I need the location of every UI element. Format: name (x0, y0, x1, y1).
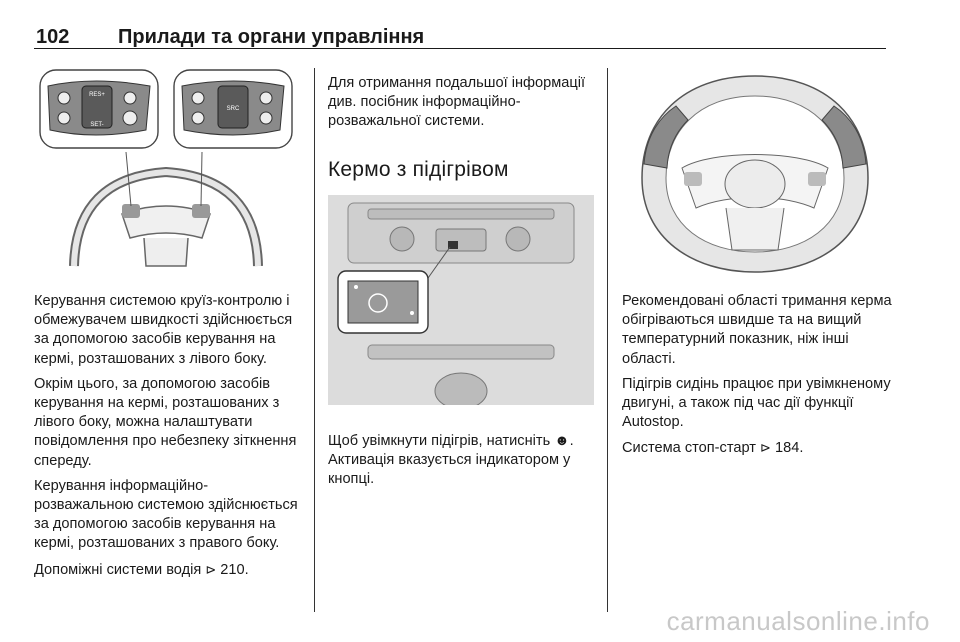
section-heading-heated-wheel: Кермо з підігрівом (328, 158, 509, 181)
paragraph-infotainment-controls: Керування інформаційно-розважальною системою здійснюється за допомогою засобів керування на кермі, розташованих з правого боку. (34, 477, 298, 552)
src-label: SRC (226, 106, 240, 112)
page-title: Прилади та органи управління (118, 26, 425, 48)
paragraph-infotainment-manual: Для отримання подальшої інформації див. посібник інформаційно-розважальної системи. (328, 75, 586, 130)
heat-button-callout (338, 271, 428, 333)
steering-controls-svg (34, 68, 298, 276)
column-1-text (34, 292, 302, 586)
console-svg (328, 195, 594, 405)
paragraph-activate-heating: Щоб увімкнути підігрів, натисніть (328, 433, 555, 449)
column-divider-2 (607, 68, 608, 612)
heated-wheel-svg (622, 68, 888, 276)
steering-wheel-controls-illustration (34, 68, 298, 276)
set-label: SET- (90, 122, 104, 128)
paragraph-collision-alert: Окрім цього, за допомогою засобів керування на кермі, розташованих з лівого боку, можна налаштувати повідомлення про небезпеку зіткнення спереду. (34, 375, 297, 469)
column-3-text (622, 292, 892, 465)
steering-wheel-shape (74, 172, 258, 266)
paragraph-indicator: Активація вказується індикатором у кнопці. (328, 452, 571, 488)
paragraph-cruise-control: Керування системою круїз-контролю і обмежувачем швидкості здійснюється за допомогою засобів керування на кермі, розташованих з лівого боку. (34, 293, 293, 367)
column-2-text: Щоб увімкнути підігрів, натисніть ☻. Активація вказується індикатором у кнопці. (328, 432, 596, 496)
right-control-panel (174, 70, 292, 148)
steering-heat-icon: ☻ (554, 433, 570, 449)
heated-steering-wheel-illustration (622, 68, 888, 276)
ref-arrow-icon: ⊳ (205, 561, 217, 577)
ref-arrow-icon: ⊳ (760, 440, 771, 456)
watermark-text: carmanualsonline.info (666, 606, 930, 636)
paragraph-autostop: Підігрів сидінь працює при увімкненому двигуні, а також під час дії функції Autostop. (622, 375, 891, 431)
left-control-panel (40, 70, 158, 148)
page-header (34, 26, 886, 49)
res-label: RES+ (89, 92, 105, 98)
column-2-intro (328, 74, 596, 138)
column-divider-1 (314, 68, 315, 612)
page-number: 102 (36, 26, 70, 48)
paragraph-driver-assistance: Допоміжні системи водія ⊳ 210. (34, 561, 249, 578)
paragraph-stop-start: Система стоп-старт ⊳ 184. (622, 440, 804, 457)
ref-link-184[interactable]: 184. (774, 440, 804, 457)
center-console-illustration (328, 195, 594, 405)
paragraph-grip-areas: Рекомендовані області тримання керма обігріваються швидше та на вищий температурний показник, ніж інші області. (622, 293, 892, 367)
ref-link-210[interactable]: 210. (220, 561, 249, 578)
